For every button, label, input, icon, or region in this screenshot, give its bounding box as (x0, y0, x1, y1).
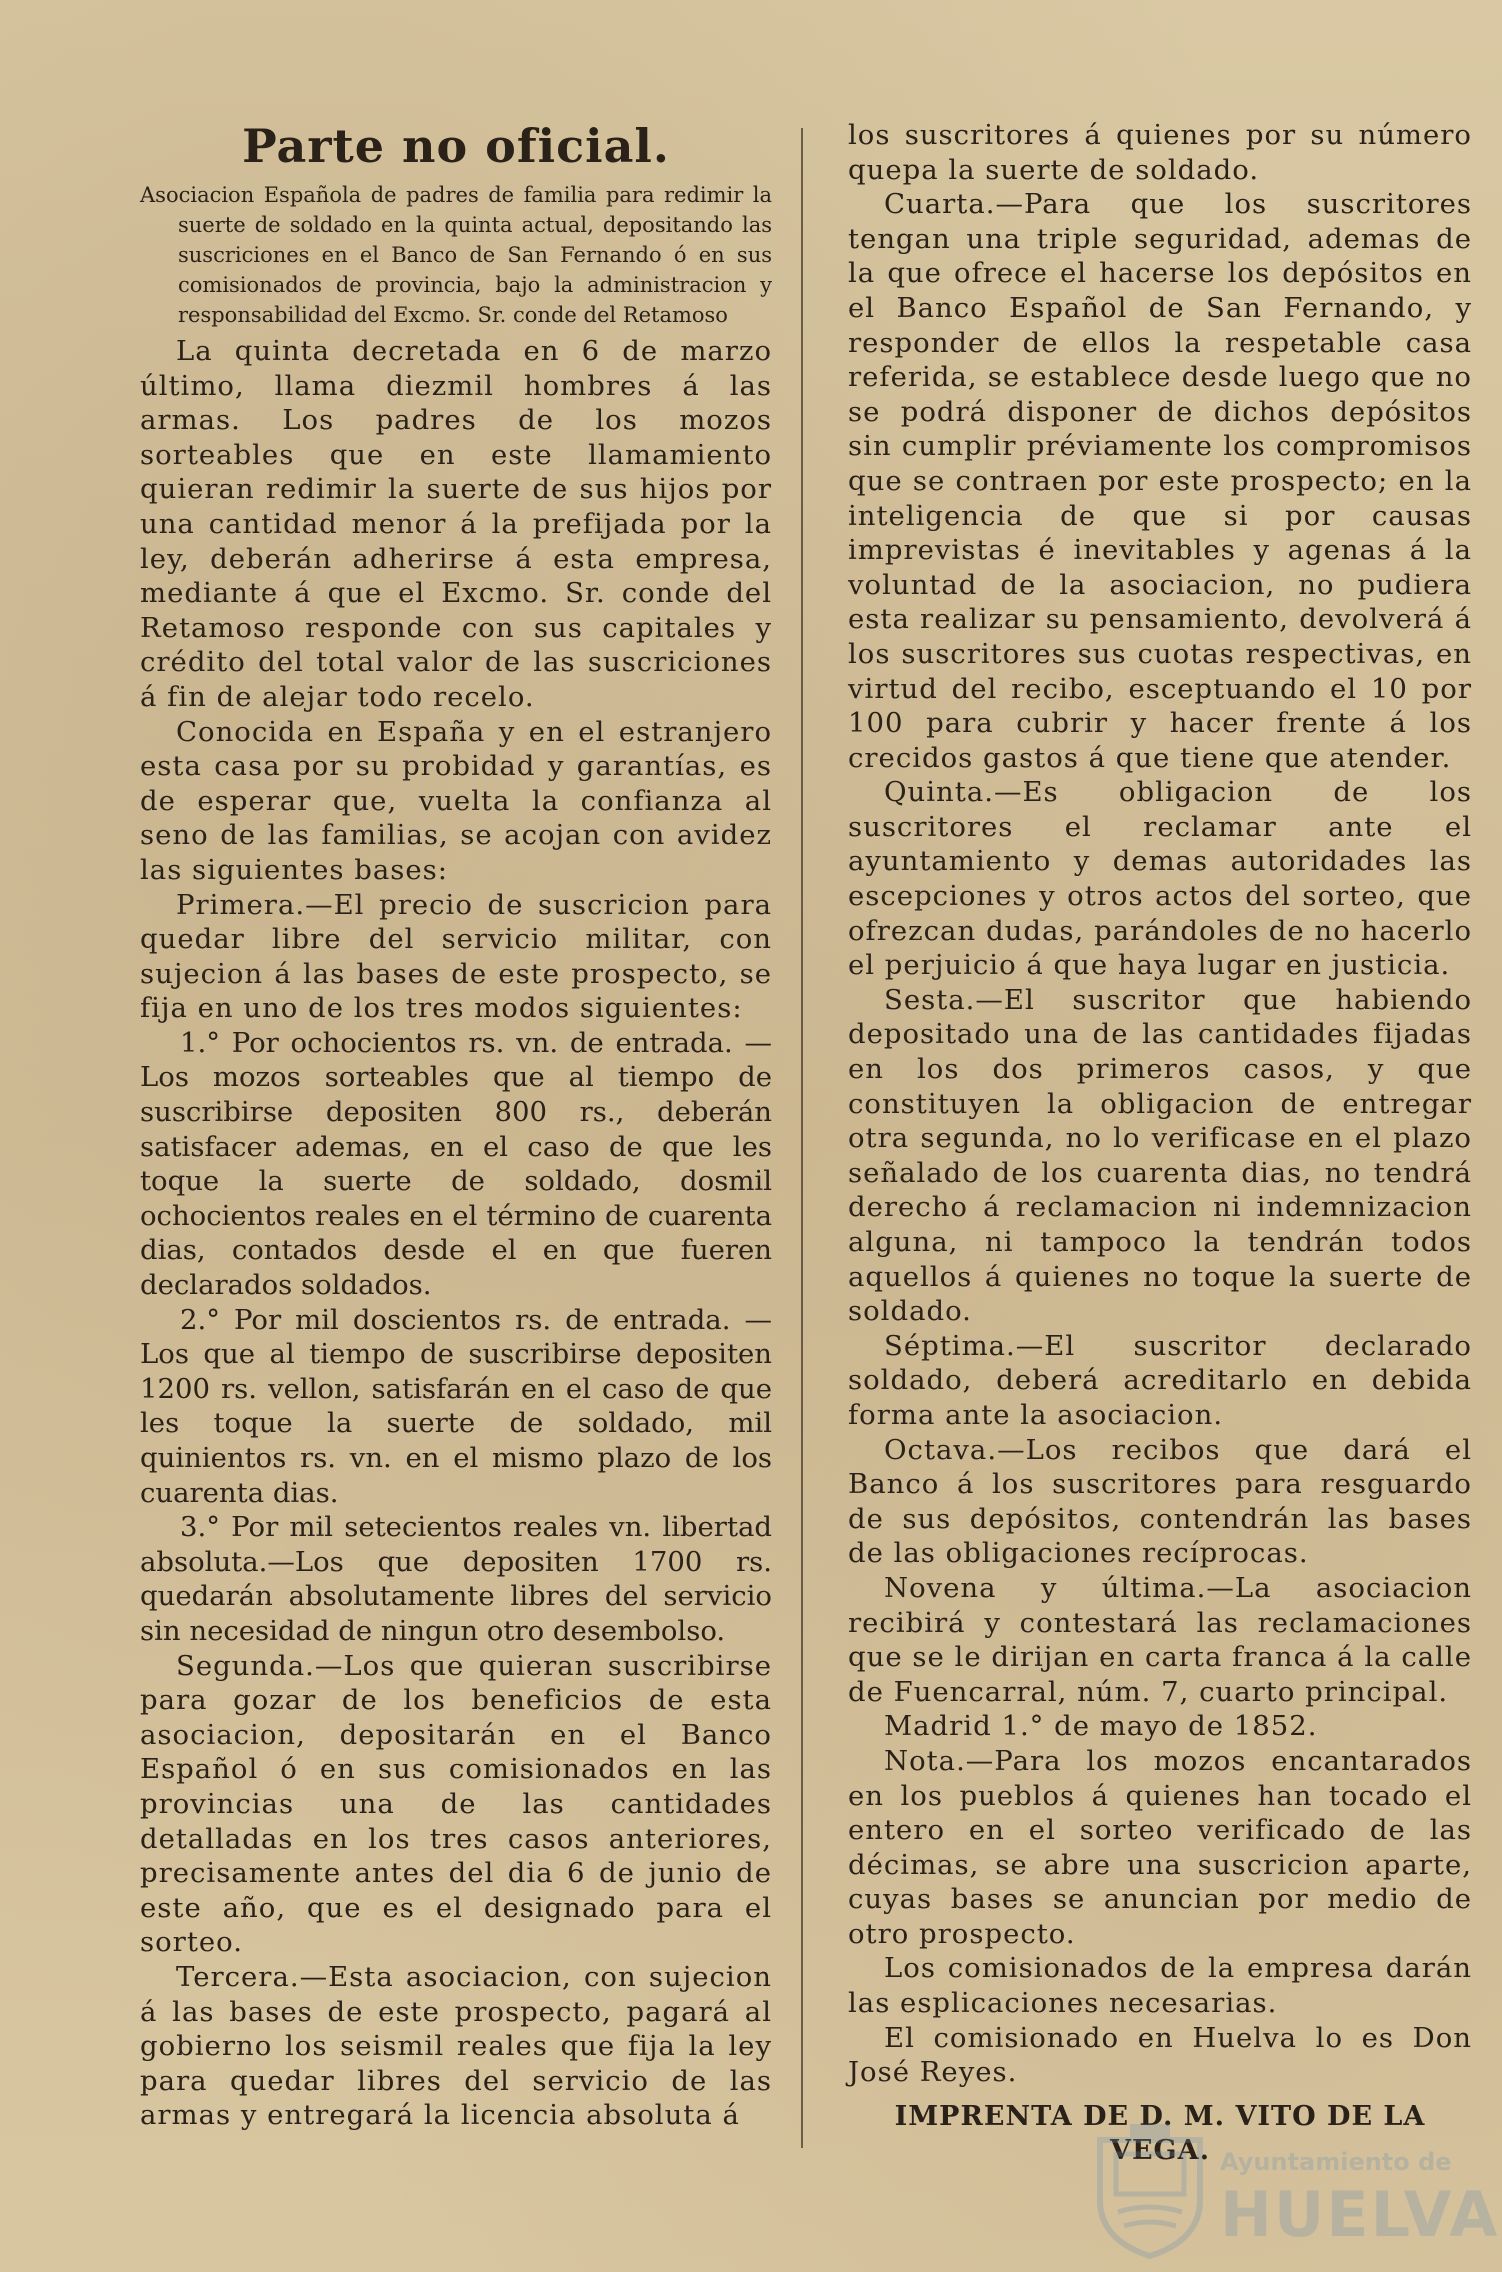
paragraph-comisionados: Los comisionados de la empresa darán las esplicaciones necesarias. (848, 1952, 1472, 2020)
right-column (848, 118, 1472, 2169)
section-heading: Parte no oficial. (242, 119, 670, 173)
paragraph-novena: Novena y última.—La asociacion recibirá y contestará las reclamaciones que se le dirijan en carta franca á la calle de Fuencarral, núm. 7, cuarto principal. (848, 1571, 1472, 1708)
intro-summary: Asociacion Española de padres de familia para redimir la suerte de soldado en la quinta actual, depositando las suscriciones en el Banco de San Fernando ó en sus comisionados de provincia, bajo la administracion y responsabilidad del Excmo. Sr. conde del Retamoso (140, 183, 772, 327)
watermark-top-text: Ayuntamiento de (1220, 2148, 1452, 2176)
paragraph-quinta: La quinta decretada en 6 de marzo último, llama diezmil hombres á las armas. Los padres de los mozos sorteables que en este llamamiento quieran redimir la suerte de sus hijos por una cantidad menor á la prefijada por la ley, deberán adherirse á esta empresa, mediante á que el Excmo. Sr. conde del Retamoso responde con sus capitales y crédito del total valor de las suscriciones á fin de alejar todo recelo. (140, 335, 772, 713)
paragraph-continuation: los suscritores á quienes por su número quepa la suerte de soldado. (848, 119, 1472, 186)
archive-watermark (1090, 2120, 1500, 2260)
imprint-line: IMPRENTA DE D. M. VITO DE LA VEGA. (894, 2100, 1426, 2167)
paragraph-cuarta: Cuarta.—Para que los suscritores tengan una triple seguridad, ademas de la que ofrece el hacerse los depósitos en el Banco Español de San Fernando, y responder de ellos la respetable casa referida, se establece desde luego que no se podrá disponer de dichos depósitos sin cumplir préviamente los compromisos que se contraen por este prospecto; en la inteligencia de que si por causas imprevistas é inevitables y agenas á la voluntad de la asociacion, no pudiera esta realizar su pensamiento, devolverá á los suscritores sus cuotas respectivas, en virtud del recibo, esceptuando el 10 por 100 para cubrir y hacer frente á los crecidos gastos á que tiene que atender. (848, 188, 1472, 774)
paragraph-octava: Octava.—Los recibos que dará el Banco á los suscritores para resguardo de sus depósitos, contendrán las bases de las obligaciones recíprocas. (848, 1433, 1472, 1570)
dateline: Madrid 1.° de mayo de 1852. (884, 1710, 1318, 1743)
paragraph-option-1: 1.° Por ochocientos rs. vn. de entrada. —Los mozos sorteables que al tiempo de suscribirse depositen 800 rs., deberán satisfacer ademas, en el caso de que les toque la suerte de soldado, dosmil ochocientos reales en el término de cuarenta dias, contados desde el en que fueren declarados soldados. (140, 1026, 772, 1302)
city-shield-icon (1090, 2120, 1210, 2260)
column-divider (801, 128, 803, 2148)
left-column (140, 118, 772, 2133)
paragraph-sesta: Sesta.—El suscritor que habiendo depositado una de las cantidades fijadas en los dos primeros casos, y que constituyen la obligacion de entregar otra segunda, no lo verificase en el plazo señalado de los cuarenta dias, no tendrá derecho á reclamacion ni indemnizacion alguna, ni tampoco la tendrán todos aquellos á quienes no toque la suerte de soldado. (848, 983, 1472, 1328)
paragraph-comisionado-huelva: El comisionado en Huelva lo es Don José Reyes. (848, 2021, 1472, 2089)
paragraph-septima: Séptima.—El suscritor declarado soldado, deberá acreditarlo en debida forma ante la asociacion. (848, 1329, 1472, 1431)
watermark-main-text: HUELVA (1220, 2178, 1500, 2251)
paragraph-segunda: Segunda.—Los que quieran suscribirse para gozar de los beneficios de esta asociacion, depositarán en el Banco Español ó en sus comisionados en las provincias una de las cantidades detalladas en los tres casos anteriores, precisamente antes del dia 6 de junio de este año, que es el designado para el sorteo. (140, 1649, 772, 1959)
paragraph-tercera: Tercera.—Esta asociacion, con sujecion á las bases de este prospecto, pagará al gobierno los seismil reales que fija la ley para quedar libres del servicio de las armas y entregará la licencia absoluta á (140, 1960, 772, 2132)
paragraph-primera: Primera.—El precio de suscricion para quedar libre del servicio militar, con sujecion á las bases de este prospecto, se fija en uno de los tres modos siguientes: (140, 888, 772, 1025)
paragraph-nota: Nota.—Para los mozos encantarados en los pueblos á quienes han tocado el entero en el sorteo verificado de las décimas, se abre una suscricion aparte, cuyas bases se anuncian por medio de otro prospecto. (848, 1744, 1472, 1950)
paragraph-quinta-base: Quinta.—Es obligacion de los suscritores el reclamar ante el ayuntamiento y demas autoridades las escepciones y otros actos del sorteo, que ofrezcan dudas, parándoles de no hacerlo el perjuicio á que haya lugar en justicia. (848, 776, 1472, 982)
paragraph-option-3: 3.° Por mil setecientos reales vn. libertad absoluta.—Los que depositen 1700 rs. quedarán absolutamente libres del servicio sin necesidad de ningun otro desembolso. (140, 1511, 772, 1647)
paragraph-option-2: 2.° Por mil doscientos rs. de entrada. —Los que al tiempo de suscribirse depositen 1200 rs. vellon, satisfarán en el caso de que les toque la suerte de soldado, mil quinientos rs. vn. en el mismo plazo de los cuarenta dias. (140, 1303, 772, 1509)
paragraph-conocida: Conocida en España y en el estranjero esta casa por su probidad y garantías, es de esperar que, vuelta la confianza al seno de las familias, se acojan con avidez las siguientes bases: (140, 715, 772, 886)
